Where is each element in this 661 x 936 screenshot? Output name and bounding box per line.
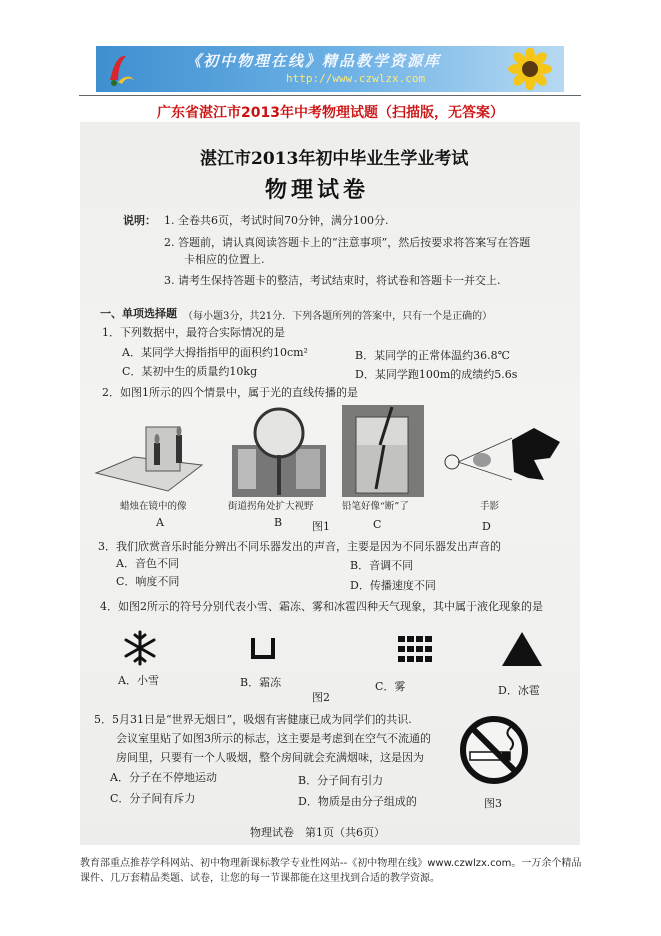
no-smoking-sign-icon — [458, 714, 530, 786]
scanned-exam-page — [80, 122, 580, 845]
header-divider — [79, 95, 581, 96]
figure1-letter-b: B — [274, 516, 283, 529]
figure1-d-caption: 手影 — [480, 501, 500, 512]
figure1-b-caption: 街道拐角处扩大视野 — [228, 501, 314, 512]
q4-stem: 4．如图2所示的符号分别代表小雪、霜冻、雾和冰雹四种天气现象，其中属于液化现象的是 — [100, 600, 543, 613]
q5-stem-line-2: 会议室里贴了如图3所示的标志，这主要是考虑到在空气不流通的 — [116, 732, 431, 745]
figure1-d-hand-shadow — [438, 418, 564, 488]
figure3-label: 图3 — [484, 797, 502, 810]
q1-option-b: B．某同学的正常体温约36.8℃ — [355, 349, 510, 362]
site-footer-text: 教育部重点推荐学科网站、初中物理新课标教学专业性网站--《初中物理在线》www.czwlzx.com。一万余个精品课件、几万套精品类题、试卷，让您的每一节课都能在这里找到合适的教学资源。 — [80, 858, 582, 884]
q5-stem-line-1: 5．5月31日是“世界无烟日”，吸烟有害健康已成为同学们的共识. — [94, 713, 412, 726]
site-logo-icon — [104, 50, 138, 88]
banner-title: 《初中物理在线》精品教学资源库 — [186, 52, 442, 70]
note-line-2: 2. 答题前，请认真阅读答题卡上的“注意事项”，然后按要求将答案写在答题 — [164, 236, 531, 249]
notes-label: 说明： — [123, 214, 156, 227]
q2-stem: 2．如图1所示的四个情景中，属于光的直线传播的是 — [102, 386, 358, 399]
figure1-c-pencil-in-water — [342, 405, 424, 497]
q3-option-c: C．响度不同 — [116, 575, 180, 588]
q4-label-a: A．小雪 — [118, 674, 159, 687]
exam-page-footer: 物理试卷 第1页（共6页） — [250, 826, 385, 839]
note-line-1: 1. 全卷共6页，考试时间70分钟，满分100分. — [164, 214, 389, 227]
figure2-label: 图2 — [312, 691, 330, 704]
q4-label-d: D．冰雹 — [498, 684, 540, 697]
hail-triangle-icon — [500, 630, 544, 668]
figure1-label: 图1 — [312, 520, 330, 533]
section1-description: （每小题3分，共21分．下列各题所列的答案中，只有一个是正确的） — [183, 311, 493, 322]
header-banner — [96, 46, 564, 92]
q3-option-d: D．传播速度不同 — [350, 579, 436, 592]
q5-option-c: C．分子间有斥力 — [110, 792, 196, 805]
q5-stem-line-3: 房间里，只要有一个人吸烟，整个房间就会充满烟味，这是因为 — [116, 751, 424, 764]
q1-option-d: D．某同学跑100m的成绩约5.6s — [355, 368, 518, 381]
q5-option-a: A．分子在不停地运动 — [110, 771, 217, 784]
fog-symbol-icon — [398, 636, 432, 662]
figure1-letter-d: D — [482, 520, 491, 533]
figure1-b-convex-mirror — [232, 405, 326, 497]
figure1-letter-a: A — [156, 516, 164, 529]
note-line-4: 3. 请考生保持答题卡的整洁，考试结束时，将试卷和答题卡一并交上. — [164, 274, 501, 287]
q4-label-c: C．雾 — [375, 680, 406, 693]
q4-label-b: B．霜冻 — [240, 676, 282, 689]
figure1-a-candle-mirror-image — [94, 405, 204, 497]
q3-option-b: B．音调不同 — [350, 559, 414, 572]
figure1-c-caption: 铅笔好像“断”了 — [342, 501, 409, 512]
exam-subtitle: 物理试卷 — [265, 177, 370, 203]
figure1-a-caption: 蜡烛在镜中的像 — [120, 501, 187, 512]
q1-option-a: A．某同学大拇指指甲的面积约10cm² — [122, 346, 308, 359]
snowflake-icon — [122, 630, 158, 666]
q3-option-a: A．音色不同 — [116, 557, 179, 570]
figure1-letter-c: C — [373, 518, 382, 531]
q5-option-d: D．物质是由分子组成的 — [298, 795, 417, 808]
sunflower-icon — [498, 48, 558, 90]
q1-stem: 1．下列数据中，最符合实际情况的是 — [102, 326, 285, 339]
q3-stem: 3．我们欣赏音乐时能分辨出不同乐器发出的声音，主要是因为不同乐器发出声音的 — [98, 540, 501, 553]
note-line-3: 卡相应的位置上. — [184, 253, 265, 266]
section1-label: 一、单项选择题 — [100, 307, 177, 320]
exam-title: 湛江市2013年初中毕业生学业考试 — [200, 149, 469, 169]
banner-url[interactable]: http://www.czwlzx.com — [286, 72, 426, 85]
q1-option-c: C．某初中生的质量约10kg — [122, 365, 258, 378]
frost-symbol-icon — [250, 636, 276, 660]
document-title: 广东省湛江市2013年中考物理试题（扫描版，无答案） — [157, 105, 504, 121]
q5-option-b: B．分子间有引力 — [298, 774, 384, 787]
